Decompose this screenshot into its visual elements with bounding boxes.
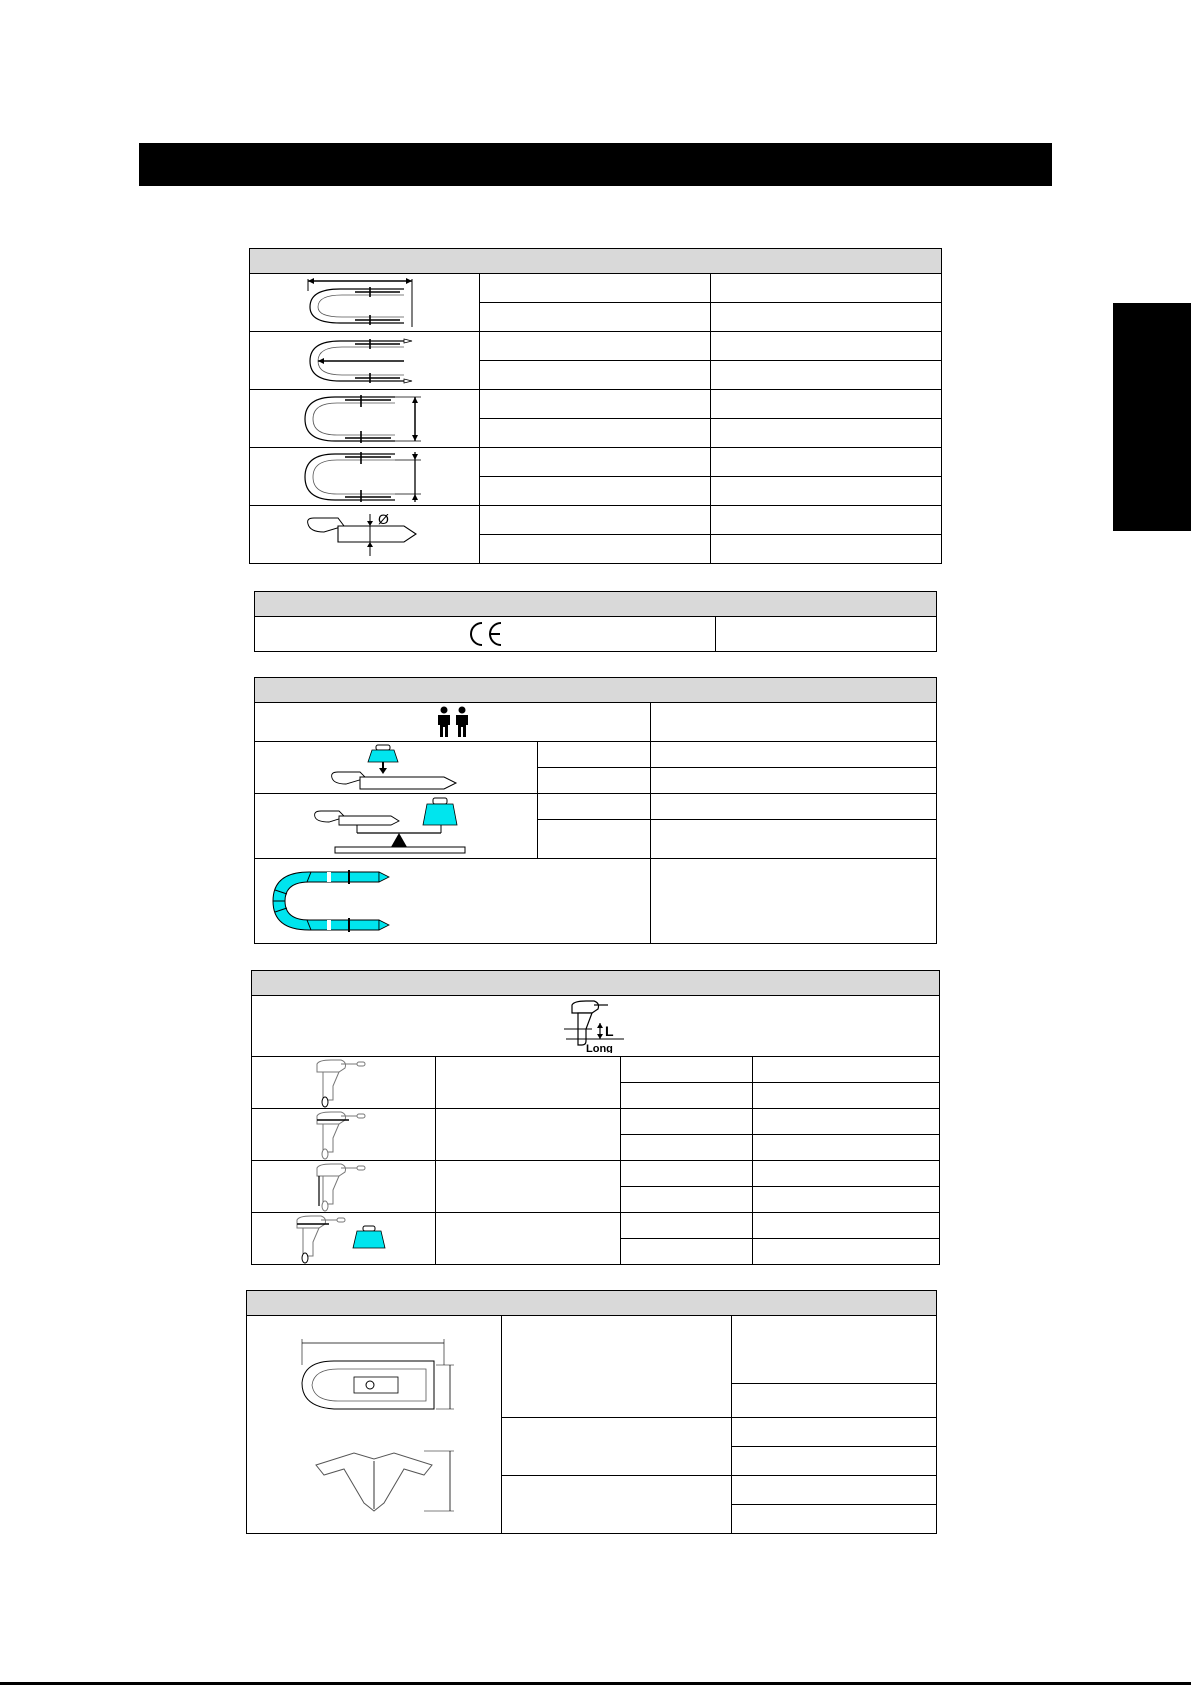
table-cell: [436, 1057, 621, 1109]
table-cell: [651, 742, 937, 768]
section-tab-marker: [1113, 303, 1191, 531]
table-cell: [753, 1239, 940, 1265]
table-cell: [480, 332, 711, 361]
table-cell: [502, 1418, 732, 1476]
shaft-length-cell: [252, 996, 940, 1057]
motor-header: [252, 971, 940, 996]
table-cell: [711, 535, 942, 564]
table-cell: [753, 1083, 940, 1109]
motor-power-diagram: [252, 1057, 436, 1109]
two-persons-icon: [435, 706, 471, 738]
table-cell: [480, 361, 711, 390]
outboard-motor-icon: [289, 1214, 399, 1264]
certification-mark-cell: [255, 617, 716, 652]
motor-weight-diagram: [252, 1213, 436, 1265]
table-cell: [651, 703, 937, 742]
table-cell: [436, 1161, 621, 1213]
tube-diameter-icon: [300, 512, 430, 558]
table-cell: [621, 1239, 753, 1265]
overall-length-diagram: [250, 274, 480, 332]
table-cell: [711, 303, 942, 332]
table-cell: [502, 1316, 732, 1418]
certification-header: [255, 592, 937, 617]
dimensions-table: [249, 248, 942, 564]
table-cell: [711, 506, 942, 535]
table-cell: [436, 1109, 621, 1161]
table-cell: [621, 1187, 753, 1213]
capacity-table: [254, 677, 937, 944]
table-cell: [753, 1213, 940, 1239]
outboard-motor-icon: [309, 1058, 379, 1108]
table-cell: [480, 477, 711, 506]
ce-mark-icon: [465, 620, 505, 648]
table-cell: [436, 1213, 621, 1265]
boat-inner-beam-icon: [295, 450, 435, 504]
motor-table: [251, 970, 940, 1265]
table-cell: [753, 1057, 940, 1083]
table-cell: [651, 820, 937, 859]
diameter-symbol: Ø: [377, 511, 389, 527]
dimensions-header: [250, 249, 942, 274]
table-cell: [480, 303, 711, 332]
balance-scale-icon: [311, 797, 481, 855]
overall-beam-diagram: [250, 390, 480, 448]
table-cell: [502, 1476, 732, 1534]
table-cell: [621, 1083, 753, 1109]
table-cell: [732, 1418, 937, 1447]
table-cell: [480, 419, 711, 448]
tube-chambers-icon: [269, 866, 409, 936]
tube-diameter-diagram: [250, 506, 480, 564]
table-cell: [732, 1505, 937, 1534]
motor-max-power-diagram: [252, 1109, 436, 1161]
boat-beam-icon: [295, 393, 435, 445]
boat-length-icon: [300, 277, 430, 329]
table-cell: [753, 1187, 940, 1213]
max-load-balance-diagram: [255, 794, 538, 859]
table-cell: [621, 1109, 753, 1135]
packing-table: [246, 1290, 937, 1534]
table-cell: [711, 274, 942, 303]
table-cell: [711, 332, 942, 361]
page-title-bar: [139, 143, 1052, 186]
table-cell: [480, 506, 711, 535]
inner-length-diagram: [250, 332, 480, 390]
max-payload-diagram: [255, 742, 538, 794]
persons-cell: [255, 703, 651, 742]
table-cell: [732, 1447, 937, 1476]
packing-header: [247, 1291, 937, 1316]
table-cell: [621, 1057, 753, 1083]
packed-size-diagram: [247, 1316, 502, 1534]
table-cell: [651, 794, 937, 820]
table-cell: [711, 361, 942, 390]
table-cell: [732, 1476, 937, 1505]
table-cell: [538, 742, 651, 768]
motor-shaft-diagram: [252, 1161, 436, 1213]
table-cell: [651, 768, 937, 794]
shaft-length-label: Long: [585, 1043, 613, 1053]
table-cell: [732, 1316, 937, 1384]
table-cell: [621, 1161, 753, 1187]
table-cell: [753, 1135, 940, 1161]
table-cell: [711, 390, 942, 419]
table-cell: [480, 390, 711, 419]
certification-table: [254, 591, 937, 652]
table-cell: [621, 1213, 753, 1239]
table-cell: [711, 477, 942, 506]
table-cell: [711, 419, 942, 448]
table-cell: [716, 617, 937, 652]
outboard-motor-icon: [564, 999, 628, 1053]
capacity-header: [255, 678, 937, 703]
outboard-motor-icon: [309, 1162, 379, 1212]
table-cell: [621, 1135, 753, 1161]
shaft-length-letter: L: [604, 1023, 614, 1039]
buoyancy-chambers-cell: [255, 859, 651, 944]
table-cell: [538, 794, 651, 820]
table-cell: [711, 448, 942, 477]
table-cell: [480, 535, 711, 564]
inner-beam-diagram: [250, 448, 480, 506]
table-cell: [753, 1161, 940, 1187]
table-cell: [753, 1109, 940, 1135]
table-cell: [651, 859, 937, 944]
packed-boat-icon: [274, 1325, 474, 1525]
table-cell: [538, 768, 651, 794]
table-cell: [538, 820, 651, 859]
table-cell: [480, 274, 711, 303]
weight-on-tube-icon: [326, 744, 466, 792]
outboard-motor-icon: [309, 1110, 379, 1160]
table-cell: [732, 1384, 937, 1418]
boat-inner-length-icon: [300, 335, 430, 387]
table-cell: [480, 448, 711, 477]
